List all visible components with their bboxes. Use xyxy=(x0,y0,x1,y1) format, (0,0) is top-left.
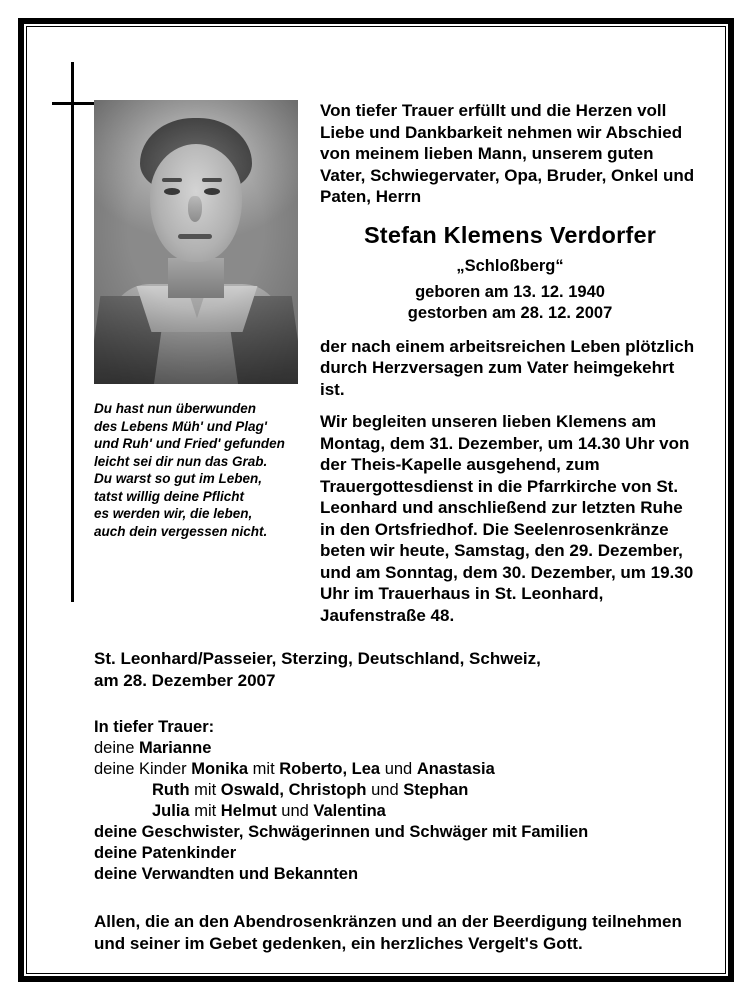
mourner-name: Roberto, Lea xyxy=(279,760,381,778)
poem-line: Du warst so gut im Leben, xyxy=(94,471,263,486)
mourner-row: deine Geschwister, Schwägerinnen und Schwäger mit Familien xyxy=(94,823,589,841)
mourner-name: Oswald, Christoph xyxy=(220,781,367,799)
notice-date: am 28. Dezember 2007 xyxy=(94,670,276,690)
memorial-poem xyxy=(94,400,302,540)
paragraph-funeral: Wir begleiten unseren lieben Klemens am Montag, dem 31. Dezember, um 14.30 Uhr von der Theis-Kapelle ausgehend, zum Trauergottesdienst in die Pfarrkirche von St. Leonhard und anschließend zur letzten Ruhe in den Ortsfriedhof. Die Seelenrosenkränze beten wir heute, Samstag, den 29. Dezember, und am Sonntag, dem 30. Dezember, um 19.30 Uhr im Trauerhaus in St. Leonhard, Jaufenstraße 48. xyxy=(320,412,694,625)
mourner-row: deine Verwandten und Bekannten xyxy=(94,865,359,883)
mourner-conjunction: und xyxy=(276,802,314,820)
mourner-row xyxy=(94,738,704,759)
poem-line: und Ruh' und Fried' gefunden xyxy=(94,436,285,451)
mourner-row xyxy=(94,801,704,822)
mourner-row xyxy=(94,759,704,780)
mourner-name: Monika xyxy=(191,760,249,778)
birth-date: geboren am 13. 12. 1940 xyxy=(415,282,605,301)
mourner-name: Marianne xyxy=(138,739,212,757)
mourner-name: Valentina xyxy=(313,802,386,820)
bottom-section xyxy=(94,648,704,954)
deceased-name: Stefan Klemens Verdorfer xyxy=(363,221,657,248)
mourner-conjunction: und xyxy=(366,781,404,799)
poem-line: tatst willig deine Pflicht xyxy=(94,488,245,504)
mourner-conjunction: mit xyxy=(248,760,280,778)
portrait-photo xyxy=(94,100,298,384)
poem-line: leicht sei dir nun das Grab. xyxy=(94,453,268,469)
mourner-row xyxy=(94,780,704,801)
mourner-conjunction: und xyxy=(380,760,417,778)
cross-horizontal-bar xyxy=(52,102,94,105)
deceased-nickname: „Schloßberg“ xyxy=(456,256,564,275)
mourner-name: Julia xyxy=(152,802,190,820)
mourner-name: Anastasia xyxy=(416,760,495,778)
deceased-dates xyxy=(320,282,700,324)
death-date: gestorben am 28. 12. 2007 xyxy=(407,303,613,322)
page-content xyxy=(44,44,708,956)
mourner-row: deine Patenkinder xyxy=(94,844,237,862)
left-column xyxy=(94,100,302,540)
mourner-name: Helmut xyxy=(220,802,277,820)
cross-icon xyxy=(52,62,92,602)
mourner-conjunction: mit xyxy=(189,781,221,799)
poem-line: Du hast nun überwunden xyxy=(94,401,256,416)
mourner-prefix: deine xyxy=(94,739,139,757)
closing-paragraph: Allen, die an den Abendrosenkränzen und an der Beerdigung teilnehmen und seiner im Gebet gedenken, ein herzliches Vergelt's Gott. xyxy=(94,912,682,953)
mourner-name: Ruth xyxy=(152,781,190,799)
poem-line: auch dein vergessen nicht. xyxy=(94,523,268,539)
paragraph-cause: der nach einem arbeitsreichen Leben plötzlich durch Herzversagen zum Vater heimgekehrt ist. xyxy=(320,336,695,399)
places-block xyxy=(94,648,704,691)
right-column xyxy=(320,100,700,637)
mourner-conjunction: mit xyxy=(189,802,221,820)
mourners-heading: In tiefer Trauer: xyxy=(94,718,215,736)
portrait-vignette xyxy=(94,100,298,384)
mourner-name: Stephan xyxy=(403,781,469,799)
intro-paragraph: Von tiefer Trauer erfüllt und die Herzen voll Liebe und Dankbarkeit nehmen wir Abschied von meinem lieben Mann, unserem guten Vater, Schwiegervater, Opa, Bruder, Onkel und Paten, Herrn xyxy=(320,101,695,206)
poem-line: des Lebens Müh' und Plag' xyxy=(94,418,267,434)
mourner-prefix: deine Kinder xyxy=(94,760,192,778)
cross-vertical-bar xyxy=(71,62,74,602)
poem-line: es werden wir, die leben, xyxy=(94,506,253,521)
places-line: St. Leonhard/Passeier, Sterzing, Deutschland, Schweiz, xyxy=(94,649,541,668)
